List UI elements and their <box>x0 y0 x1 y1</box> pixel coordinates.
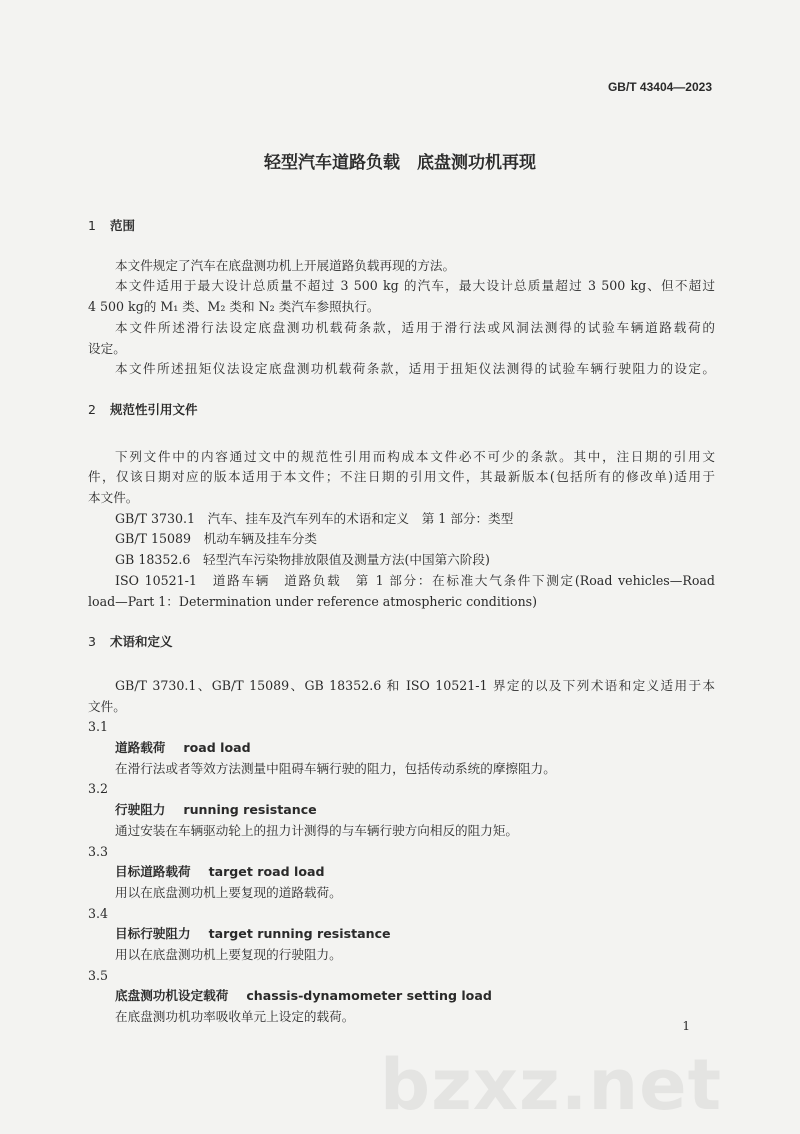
term-number: 3.5 <box>88 967 109 983</box>
term-name <box>88 986 715 1007</box>
term-definition: 用以在底盘测功机上要复现的行驶阻力。 <box>115 947 342 963</box>
term-name <box>88 738 715 759</box>
term-definition: 用以在底盘测功机上要复现的道路载荷。 <box>115 884 342 900</box>
paragraph-line: 下列文件中的内容通过文中的规范性引用而构成本文件必不可少的条款。其中，注日期的引用文 <box>115 448 715 464</box>
paragraph-line: 本文件。 <box>88 490 139 505</box>
section-title: 规范性引用文件 <box>110 401 198 417</box>
paragraph-line: 本文件所述扭矩仪法设定底盘测功机载荷条款，适用于扭矩仪法测得的试验车辆行驶阻力的设定。 <box>115 361 715 377</box>
term-definition: 通过安装在车辆驱动轮上的扭力计测得的与车辆行驶方向相反的阻力矩。 <box>115 822 518 838</box>
term-definition: 在底盘测功机功率吸收单元上设定的载荷。 <box>115 1009 355 1025</box>
term-entry <box>88 904 715 966</box>
term-entry <box>88 842 715 904</box>
paragraph-line: GB/T 3730.1、GB/T 15089、GB 18352.6 和 ISO 10521-1 界定的以及下列术语和定义适用于本 <box>115 677 715 693</box>
term-zh: 目标行驶阻力 <box>115 926 191 942</box>
section-number: 2 <box>88 401 96 417</box>
document-title: 轻型汽车道路负载 底盘测功机再现 <box>264 153 536 173</box>
term-entry <box>88 717 715 779</box>
term-name <box>88 800 715 821</box>
reference-item: GB/T 3730.1 汽车、挂车及汽车列车的术语和定义 第 1 部分：类型 <box>115 510 514 526</box>
page-number: 1 <box>682 1019 690 1033</box>
term-number: 3.1 <box>88 719 109 735</box>
document-body <box>88 216 715 1028</box>
term-name <box>88 924 715 945</box>
term-en: target running resistance <box>208 926 391 942</box>
term-entry <box>88 966 715 1028</box>
paragraph-line: 件，仅该日期对应的版本适用于本文件；不注日期的引用文件，其最新版本(包括所有的修改单)适用于 <box>88 469 715 485</box>
term-zh: 道路载荷 <box>115 740 166 756</box>
reference-item: ISO 10521-1 道路车辆 道路负载 第 1 部分：在标准大气条件下测定(Road vehicles—Road <box>115 572 715 588</box>
paragraph-line: 设定。 <box>88 340 126 356</box>
reference-item: load—Part 1：Determination under reference atmospheric conditions) <box>88 593 538 609</box>
paragraph-line: 本文件规定了汽车在底盘测功机上开展道路负载再现的方法。 <box>115 257 456 273</box>
term-definition: 在滑行法或者等效方法测量中阻碍车辆行驶的阻力，包括传动系统的摩擦阻力。 <box>115 760 556 776</box>
paragraph-line: 文件。 <box>88 698 126 714</box>
term-zh: 底盘测功机设定载荷 <box>115 988 229 1004</box>
section-heading-terms <box>88 632 715 653</box>
section-number: 1 <box>88 218 96 233</box>
term-en: target road load <box>208 864 325 880</box>
paragraph-line: 本文件所述滑行法设定底盘测功机载荷条款，适用于滑行法或风洞法测得的试验车辆道路载荷的 <box>115 319 715 335</box>
section-number: 3 <box>88 634 96 650</box>
section-title: 术语和定义 <box>110 634 173 650</box>
term-entry <box>88 779 715 841</box>
term-en: road load <box>183 740 251 756</box>
standard-number: GB/T 43404—2023 <box>607 80 712 94</box>
section-heading-scope <box>88 216 715 237</box>
reference-item: GB/T 15089 机动车辆及挂车分类 <box>115 531 317 547</box>
term-number: 3.3 <box>88 843 109 859</box>
term-zh: 行驶阻力 <box>115 802 166 818</box>
term-zh: 目标道路载荷 <box>115 864 191 880</box>
term-en: chassis-dynamometer setting load <box>246 988 492 1004</box>
term-name <box>88 862 715 883</box>
section-title: 范围 <box>110 218 136 233</box>
term-number: 3.2 <box>88 781 109 797</box>
watermark: bzxz.net <box>380 1044 723 1126</box>
paragraph-line: 本文件适用于最大设计总质量不超过 3 500 kg 的汽车，最大设计总质量超过 3 500 kg、但不超过 <box>115 278 715 294</box>
term-number: 3.4 <box>88 905 109 921</box>
paragraph-line: 4 500 kg的 M₁ 类、M₂ 类和 N₂ 类汽车参照执行。 <box>88 299 380 315</box>
term-en: running resistance <box>183 802 317 818</box>
section-heading-normative-references <box>88 400 715 421</box>
reference-item: GB 18352.6 轻型汽车污染物排放限值及测量方法(中国第六阶段) <box>115 552 490 568</box>
